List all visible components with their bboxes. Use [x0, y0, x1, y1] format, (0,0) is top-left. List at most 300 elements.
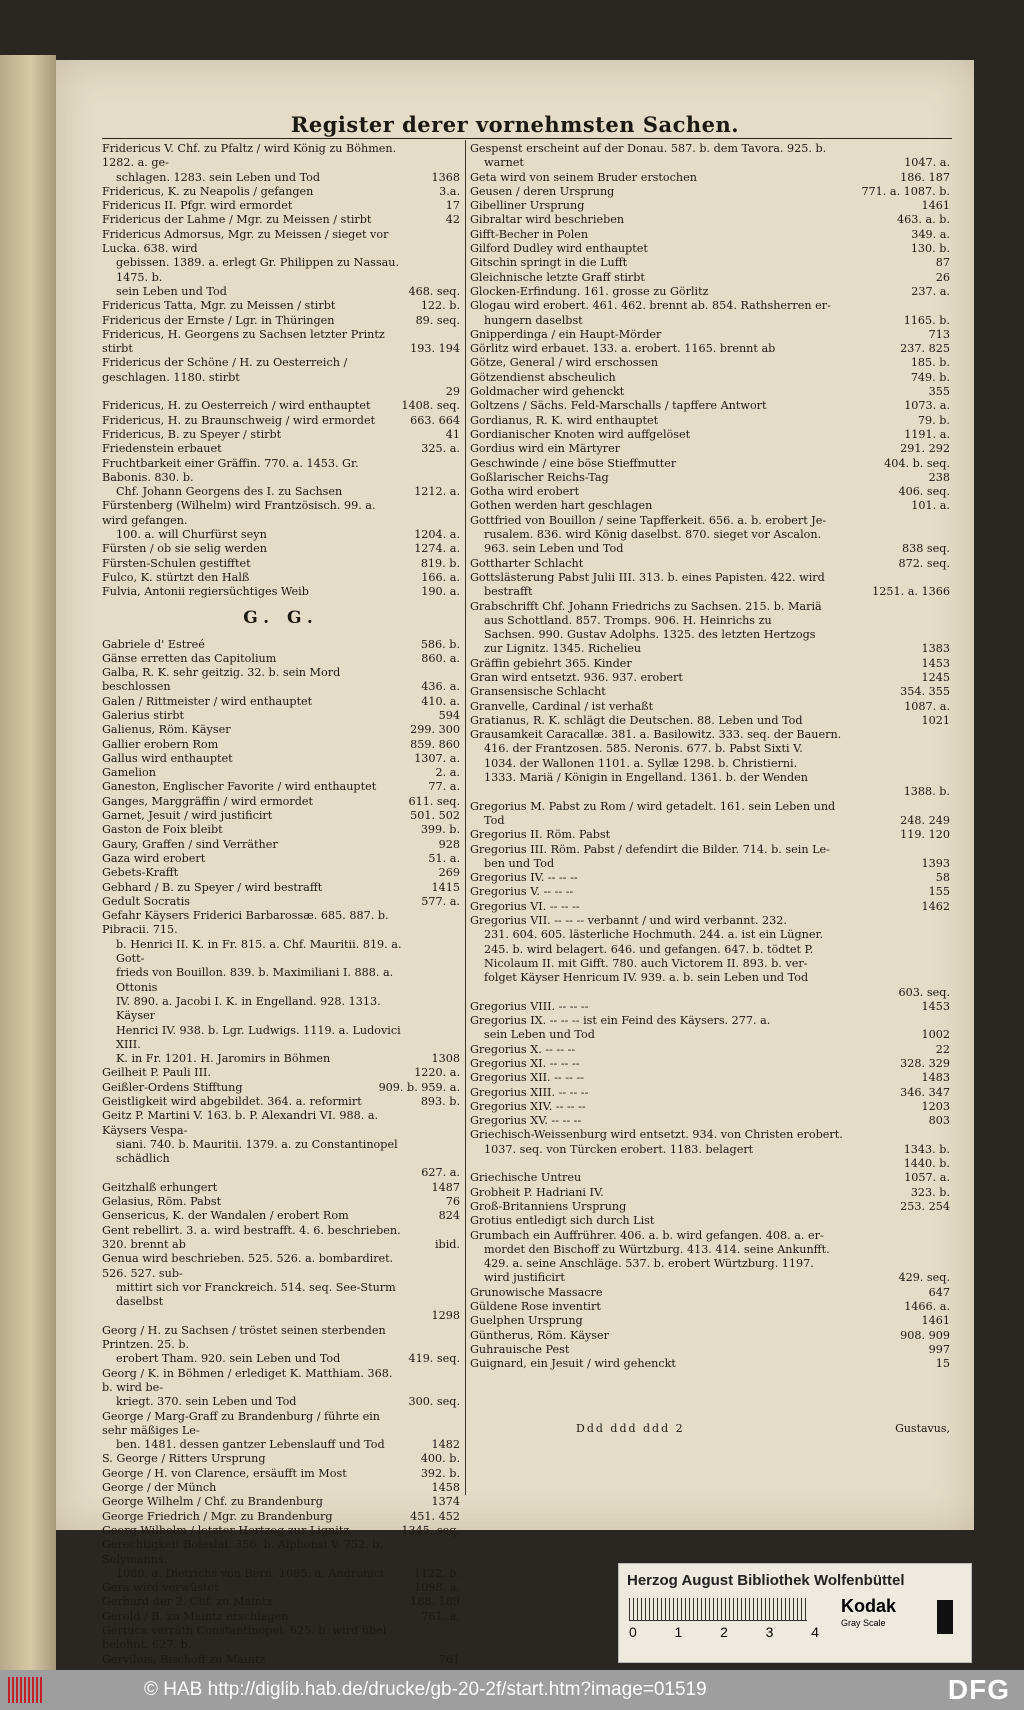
- entry-page-ref: 1388. b.: [903, 785, 950, 799]
- entry-page-ref: 1307. a.: [414, 751, 460, 765]
- entry-page-ref: 819. b.: [420, 556, 460, 570]
- entry-page-ref: 1274. a.: [414, 542, 460, 556]
- index-entry: [470, 900, 950, 914]
- entry-page-ref: 1461: [921, 1314, 950, 1328]
- index-entry: [470, 1128, 950, 1157]
- entry-page-ref: 253. 254: [900, 1199, 950, 1213]
- entry-page-ref: 76: [445, 1195, 460, 1209]
- index-entry: [470, 757, 950, 771]
- index-entry: [102, 1081, 460, 1095]
- entry-text: Geta wird von seinem Bruder erstochen: [470, 170, 697, 184]
- entry-text: Görlitz wird erbauet. 133. a. erobert. 1165. brennt ab: [470, 342, 776, 356]
- index-entry: [102, 1467, 460, 1481]
- page-title: Register derer vornehmsten Sachen.: [290, 112, 740, 137]
- entry-page-ref: 1047. a.: [904, 156, 950, 170]
- index-entry: [102, 795, 460, 809]
- index-entry: [470, 914, 950, 943]
- entry-text: Geusen / deren Ursprung: [470, 184, 615, 198]
- index-entry: [470, 471, 950, 485]
- entry-text: Gnipperdinga / ein Haupt-Mörder: [470, 327, 662, 341]
- entry-page-ref: 354. 355: [900, 685, 950, 699]
- entry-text: Gabriele d' Estreé: [102, 637, 205, 651]
- entry-continuation: rusalem. 836. wird König daselbst. 870. sieget vor Ascalon.: [484, 528, 822, 542]
- entry-page-ref: 399. b.: [420, 823, 460, 837]
- index-entry: [470, 356, 950, 370]
- entry-continuation: Henrici IV. 938. b. Lgr. Ludwigs. 1119. a. Ludovici XIII.: [116, 1023, 401, 1051]
- entry-text: Gifft-Becher in Polen: [470, 227, 589, 241]
- entry-text: Gotha wird erobert: [470, 485, 580, 499]
- entry-continuation: hungern daselbst: [484, 313, 583, 327]
- entry-text: Gertuca verräth Constantinopel. 625. b. wird übel belohnt. 627. b.: [102, 1623, 387, 1652]
- entry-page-ref: 238: [928, 470, 950, 484]
- entry-continuation: b. Henrici II. K. in Fr. 815. a. Chf. Mauritii. 819. a. Gott-: [116, 937, 402, 966]
- index-entry: [470, 499, 950, 513]
- index-entry: [470, 414, 950, 428]
- entry-page-ref: 429. seq.: [898, 1271, 950, 1285]
- entry-page-ref: 410. a.: [421, 694, 460, 708]
- entry-page-ref: 419. seq.: [408, 1352, 460, 1366]
- index-entry: [470, 385, 950, 399]
- entry-text: George / der Münch: [102, 1481, 217, 1495]
- entry-page-ref: 185. b.: [910, 356, 950, 370]
- index-entry: [102, 1109, 460, 1166]
- entry-text: Gordianus, R. K. wird enthauptet: [470, 413, 659, 427]
- index-entry: [102, 838, 460, 852]
- index-entry: [470, 428, 950, 442]
- index-entry: [470, 728, 950, 757]
- entry-text: Groß-Britanniens Ursprung: [470, 1199, 627, 1213]
- entry-continuation: 1080. a. Dietrichs von Bern. 1085. a. Andronici: [116, 1566, 384, 1580]
- index-entry: [470, 600, 950, 629]
- entry-continuation: 245. b. wird belagert. 646. und gefangen. 647. b. tödtet P.: [484, 942, 814, 956]
- index-entry: [102, 666, 460, 695]
- entry-page-ref: 300. seq.: [408, 1395, 460, 1409]
- entry-text: Gilford Dudley wird enthauptet: [470, 242, 648, 256]
- entry-page-ref: 859. 860: [410, 737, 460, 751]
- entry-continuation: Chf. Johann Georgens des I. zu Sachsen: [116, 485, 343, 499]
- scale-number: 1: [674, 1624, 683, 1640]
- index-entry: [470, 228, 950, 242]
- entry-page-ref: 1440. b.: [903, 1157, 950, 1171]
- index-entry: [102, 356, 460, 385]
- signature-mark: Ddd ddd ddd 2: [576, 1422, 685, 1435]
- entry-page-ref: 468. seq.: [408, 284, 460, 298]
- entry-page-ref: 1453: [921, 656, 950, 670]
- index-entry: [470, 885, 950, 899]
- previous-page-edge: [0, 55, 56, 1670]
- entry-text: Grausamkeit Caracallæ. 381. a. Basilowitz. 333. seq. der Bauern.: [470, 728, 842, 742]
- entry-page-ref: 909. b. 959. a.: [378, 1080, 460, 1094]
- entry-continuation: Sachsen. 990. Gustav Adolphs. 1325. des letzten Hertzogs: [484, 628, 816, 642]
- entry-text: Gerhard der 2. Chf. zu Maintz: [102, 1595, 273, 1609]
- index-entry: [470, 642, 950, 656]
- index-entry: [102, 314, 460, 328]
- entry-text: Gregorius XIV. -- -- --: [470, 1099, 586, 1113]
- entry-text: Gratianus, R. K. schlägt die Deutschen. 88. Leben und Tod: [470, 713, 803, 727]
- entry-text: Gaza wird erobert: [102, 851, 206, 865]
- entry-page-ref: 1374: [431, 1495, 460, 1509]
- entry-text: Gregorius XII. -- -- --: [470, 1071, 584, 1085]
- entry-text: Goldmacher wird gehenckt: [470, 385, 625, 399]
- index-entry: [102, 1367, 460, 1410]
- entry-page-ref: 17: [445, 199, 460, 213]
- entry-continuation: 1037. seq. von Türcken erobert. 1183. belagert: [484, 1142, 754, 1156]
- entry-text: Ganges, Marggräffin / wird ermordet: [102, 794, 314, 808]
- entry-page-ref: 928: [438, 837, 460, 851]
- entry-text: Griechisch-Weissenburg wird entsetzt. 934. von Christen erobert.: [470, 1128, 843, 1142]
- dfg-logo: DFG: [947, 1674, 1010, 1705]
- index-entry: [470, 771, 950, 785]
- index-entry: [102, 428, 460, 442]
- entry-text: Fürsten / ob sie selig werden: [102, 542, 267, 556]
- entry-text: Gibelliner Ursprung: [470, 199, 585, 213]
- entry-page-ref: 1212. a.: [414, 485, 460, 499]
- entry-page-ref: 603. seq.: [898, 985, 950, 999]
- entry-continuation: wird justificirt: [484, 1271, 565, 1285]
- entry-continuation: 231. 604. 605. lästerliche Hochmuth. 244. a. ist ein Lügner.: [484, 928, 824, 942]
- entry-page-ref: 188. 189: [410, 1595, 460, 1609]
- entry-text: Gitschin springt in die Lufft: [470, 256, 628, 270]
- entry-text: Gordius wird ein Märtyrer: [470, 442, 621, 456]
- entry-page-ref: 41: [445, 427, 460, 441]
- entry-page-ref: 838 seq.: [902, 542, 950, 556]
- index-entry: [470, 342, 950, 356]
- entry-text: Gera wird verwüstet: [102, 1581, 219, 1595]
- entry-continuation: kriegt. 370. sein Leben und Tod: [116, 1395, 297, 1409]
- entry-text: Götzendienst abscheulich: [470, 370, 616, 384]
- index-entry: [470, 685, 950, 699]
- entry-continuation: 1034. der Wallonen 1101. a. Syllæ 1298. b. Christierni.: [484, 756, 798, 770]
- entry-text: Glocken-Erfindung. 161. grosse zu Görlitz: [470, 284, 709, 298]
- entry-text: Grotius entledigt sich durch List: [470, 1214, 655, 1228]
- index-entry: [102, 1410, 460, 1453]
- entry-text: Fridericus, B. zu Speyer / stirbt: [102, 427, 282, 441]
- entry-text: Gregorius VIII. -- -- --: [470, 999, 589, 1013]
- entry-text: Gregorius IX. -- -- -- ist ein Feind des Käysers. 277. a.: [470, 1014, 771, 1028]
- index-entry: [470, 557, 950, 571]
- entry-page-ref: 1165. b.: [903, 313, 950, 327]
- entry-text: Galba, R. K. sehr geitzig. 32. b. sein Mord beschlossen: [102, 666, 341, 694]
- index-entry: [102, 1495, 460, 1509]
- index-entry: [102, 299, 460, 313]
- index-entry: [470, 628, 950, 642]
- index-entry: [102, 652, 460, 666]
- entry-text: Goltzens / Sächs. Feld-Marschalls / tapffere Antwort: [470, 399, 767, 413]
- entry-page-ref: 58: [935, 871, 950, 885]
- index-entry: [102, 1166, 460, 1180]
- entry-text: Griechische Untreu: [470, 1171, 582, 1185]
- entry-text: Fürstenberg (Wilhelm) wird Frantzösisch. 99. a. wird gefangen.: [102, 499, 376, 527]
- index-entry: [102, 1024, 460, 1053]
- entry-continuation: aus Schottland. 857. Tromps. 906. H. Heinrichs zu: [484, 613, 772, 627]
- entry-page-ref: 611. seq.: [408, 794, 460, 808]
- index-entry: [102, 185, 460, 199]
- entry-continuation: K. in Fr. 1201. H. Jaromirs in Böhmen: [116, 1052, 331, 1066]
- entry-continuation: IV. 890. a. Jacobi I. K. in Engelland. 928. 1313. Käyser: [116, 994, 381, 1023]
- index-entry: [470, 971, 950, 985]
- entry-page-ref: 406. seq.: [898, 485, 950, 499]
- entry-text: Gamelion: [102, 766, 156, 780]
- index-entry: [470, 671, 950, 685]
- entry-text: Friedenstein erbauet: [102, 442, 222, 456]
- index-entry: [102, 399, 460, 413]
- entry-page-ref: 325. a.: [421, 442, 460, 456]
- index-entry: [470, 514, 950, 543]
- entry-page-ref: ibid.: [434, 1237, 460, 1251]
- index-entry: [470, 1343, 950, 1357]
- kodak-label: Kodak: [841, 1596, 897, 1616]
- index-entry: [102, 766, 460, 780]
- entry-text: Ganeston, Englischer Favorite / wird enthauptet: [102, 780, 377, 794]
- entry-text: Georg Wilhelm / letzter Hertzog zur Lignitz: [102, 1523, 350, 1537]
- entry-page-ref: 1462: [921, 899, 950, 913]
- entry-text: Güntherus, Röm. Käyser: [470, 1328, 610, 1342]
- permalink-link[interactable]: © HAB http://diglib.hab.de/drucke/gb-20-2f/start.htm?image=01519: [144, 1679, 707, 1700]
- index-entry: [102, 995, 460, 1024]
- entry-text: Gelasius, Röm. Pabst: [102, 1195, 222, 1209]
- entry-page-ref: 761. a.: [421, 1609, 460, 1623]
- index-entry: [470, 1171, 950, 1185]
- entry-text: Georg / H. zu Sachsen / tröstet seinen sterbenden Printzen. 25. b.: [102, 1323, 386, 1352]
- entry-page-ref: 1408. seq.: [401, 399, 460, 413]
- index-entry: [470, 657, 950, 671]
- entry-continuation: mittirt sich vor Franckreich. 514. seq. See-Sturm daselbst: [116, 1280, 396, 1309]
- entry-text: Götze, General / wird erschossen: [470, 356, 659, 370]
- index-entry: [470, 1014, 950, 1043]
- entry-text: Gerold / B. zu Maintz erschlagen: [102, 1609, 289, 1623]
- index-entry: [470, 1257, 950, 1271]
- entry-page-ref: 237. a.: [911, 284, 950, 298]
- index-entry: [102, 1095, 460, 1109]
- entry-text: George / H. von Clarence, ersäufft im Most: [102, 1466, 347, 1480]
- index-entry: [102, 852, 460, 866]
- index-entry: [102, 1309, 460, 1323]
- entry-page-ref: 101. a.: [911, 499, 950, 513]
- library-name: Herzog August Bibliothek Wolfenbüttel: [627, 1572, 905, 1589]
- entry-text: Geißler-Ordens Stifftung: [102, 1080, 243, 1094]
- entry-page-ref: 997: [928, 1342, 950, 1356]
- index-entry: [470, 1271, 950, 1285]
- entry-page-ref: 663. 664: [410, 413, 460, 427]
- scale-number: 2: [720, 1624, 728, 1640]
- entry-page-ref: 1308: [431, 1052, 460, 1066]
- entry-continuation: Tod: [484, 813, 505, 827]
- index-entry: [102, 1224, 460, 1253]
- entry-page-ref: 1098. a.: [414, 1581, 460, 1595]
- index-entry: [470, 1300, 950, 1314]
- index-entry: [470, 1071, 950, 1085]
- index-entry: [102, 1066, 460, 1080]
- entry-page-ref: 29: [445, 385, 460, 399]
- index-entry: [470, 242, 950, 256]
- entry-text: Gensericus, K. der Wandalen / erobert Rom: [102, 1209, 349, 1223]
- entry-text: Glogau wird erobert. 461. 462. brennt ab. 854. Rathsherren er-: [470, 299, 831, 313]
- entry-page-ref: 627. a.: [421, 1166, 460, 1180]
- entry-page-ref: 193. 194: [410, 342, 460, 356]
- entry-continuation: ben. 1481. dessen gantzer Lebenslauff und Tod: [116, 1438, 385, 1452]
- index-entry: [470, 1329, 950, 1343]
- index-entry: [102, 780, 460, 794]
- entry-text: Gregorius XIII. -- -- --: [470, 1085, 589, 1099]
- index-entry: [102, 881, 460, 895]
- entry-text: Fridericus, K. zu Neapolis / gefangen: [102, 184, 314, 198]
- entry-page-ref: 1393: [921, 856, 950, 870]
- entry-page-ref: 1368: [431, 170, 460, 184]
- index-entry: [102, 213, 460, 227]
- index-entry: [102, 1624, 460, 1653]
- index-entry: [102, 1581, 460, 1595]
- viewer-footer: [0, 1670, 1024, 1710]
- entry-continuation: warnet: [484, 156, 524, 170]
- entry-page-ref: 119. 120: [900, 828, 950, 842]
- entry-text: Gottharter Schlacht: [470, 556, 584, 570]
- entry-page-ref: 400. b.: [420, 1452, 460, 1466]
- entry-page-ref: 1298: [431, 1309, 460, 1323]
- index-entry: [102, 723, 460, 737]
- index-entry: [102, 1595, 460, 1609]
- index-entry: [470, 171, 950, 185]
- entry-text: Gespenst erscheint auf der Donau. 587. b. dem Tavora. 925. b.: [470, 142, 827, 155]
- entry-text: Gregorius X. -- -- --: [470, 1042, 576, 1056]
- index-entry: [102, 866, 460, 880]
- index-entry: [470, 1157, 950, 1171]
- entry-text: Gaston de Foix bleibt: [102, 823, 223, 837]
- entry-page-ref: 349. a.: [911, 227, 950, 241]
- entry-text: Gallus wird enthauptet: [102, 751, 233, 765]
- index-entry: [102, 1324, 460, 1367]
- index-entry: [102, 228, 460, 285]
- entry-text: Fridericus der Lahme / Mgr. zu Meissen / stirbt: [102, 213, 372, 227]
- index-entry: [102, 1610, 460, 1624]
- entry-text: Galerius stirbt: [102, 708, 185, 722]
- index-entry: [102, 199, 460, 213]
- entry-text: Guelphen Ursprung: [470, 1314, 583, 1328]
- gray-scale-label: Gray Scale: [841, 1618, 886, 1628]
- entry-continuation: bestrafft: [484, 585, 533, 599]
- index-entry: [470, 371, 950, 385]
- entry-text: Gregorius VII. -- -- -- verbannt / und wird verbannt. 232.: [470, 914, 787, 928]
- index-entry: [470, 1043, 950, 1057]
- entry-text: Geschwinde / eine böse Stieffmutter: [470, 456, 677, 470]
- entry-continuation: frieds von Bouillon. 839. b. Maximiliani I. 888. a. Ottonis: [116, 966, 394, 994]
- entry-page-ref: 908. 909: [900, 1328, 950, 1342]
- index-entry: [470, 1186, 950, 1200]
- index-entry: [102, 638, 460, 652]
- index-entry: [470, 986, 950, 1000]
- entry-page-ref: 1458: [431, 1481, 460, 1495]
- index-entry: [102, 1252, 460, 1309]
- index-entry: [102, 1481, 460, 1495]
- entry-text: Grumbach ein Auffrührer. 406. a. b. wird gefangen. 408. a. er-: [470, 1228, 824, 1242]
- entry-text: Gottfried von Bouillon / seine Tapfferkeit. 656. a. b. erobert Je-: [470, 513, 827, 527]
- entry-text: Fulco, K. stürtzt den Halß: [102, 570, 250, 584]
- index-entry: [470, 1357, 950, 1371]
- entry-page-ref: 51. a.: [428, 851, 460, 865]
- entry-text: Gottslästerung Pabst Julii III. 313. b. eines Papisten. 422. wird: [470, 570, 825, 584]
- index-entry: [470, 1000, 950, 1014]
- entry-text: Gregorius V. -- -- --: [470, 885, 574, 899]
- entry-page-ref: 15: [935, 1357, 950, 1371]
- entry-text: Granvelle, Cardinal / ist verhaßt: [470, 699, 654, 713]
- entry-page-ref: 577. a.: [421, 894, 460, 908]
- index-entry: [102, 328, 460, 357]
- entry-page-ref: 42: [445, 213, 460, 227]
- index-entry: [470, 714, 950, 728]
- index-entry: [102, 1524, 460, 1538]
- scale-number: 0: [629, 1624, 637, 1640]
- entry-text: Grunowische Massacre: [470, 1285, 603, 1299]
- entry-continuation: mordet den Bischoff zu Würtzburg. 413. 414. seine Ankunfft.: [484, 1242, 830, 1256]
- index-entry: [470, 1114, 950, 1128]
- right-column: [470, 142, 950, 1372]
- entry-text: Fridericus V. Chf. zu Pfaltz / wird König zu Böhmen. 1282. a. ge-: [102, 142, 397, 170]
- index-entry: [470, 800, 950, 829]
- index-entry: [470, 1314, 950, 1328]
- entry-page-ref: 1057. a.: [904, 1171, 950, 1185]
- entry-text: Gallier erobern Rom: [102, 737, 219, 751]
- entry-text: Gebets-Krafft: [102, 866, 179, 880]
- entry-text: Fruchtbarkeit einer Gräffin. 770. a. 1453. Gr. Babonis. 830. b.: [102, 456, 359, 484]
- entry-text: Geilheit P. Pauli III.: [102, 1066, 211, 1080]
- column-separator: [465, 140, 466, 1495]
- index-entry: [102, 285, 460, 299]
- entry-page-ref: 299. 300: [410, 723, 460, 737]
- entry-text: Genua wird beschrieben. 525. 526. a. bombardiret. 526. 527. sub-: [102, 1252, 394, 1280]
- entry-page-ref: 463. a. b.: [897, 213, 950, 227]
- entry-continuation: 429. a. seine Anschläge. 537. b. erobert Würtzburg. 1197.: [484, 1257, 814, 1271]
- entry-text: Gleichnische letzte Graff stirbt: [470, 270, 645, 284]
- entry-text: Fridericus II. Pfgr. wird ermordet: [102, 199, 293, 213]
- index-entry: [470, 943, 950, 957]
- entry-page-ref: 771. a. 1087. b.: [861, 184, 950, 198]
- entry-text: Gebhard / B. zu Speyer / wird bestrafft: [102, 880, 323, 894]
- index-entry: [102, 442, 460, 456]
- entry-text: Geitzhalß erhungert: [102, 1180, 218, 1194]
- entry-page-ref: 79. b.: [917, 413, 950, 427]
- catchword: Gustavus,: [895, 1422, 950, 1435]
- index-entry: [102, 414, 460, 428]
- entry-page-ref: 122. b.: [420, 299, 460, 313]
- entry-continuation: erobert Tham. 920. sein Leben und Tod: [116, 1352, 341, 1366]
- entry-text: Gregorius XI. -- -- --: [470, 1057, 580, 1070]
- entry-page-ref: 501. 502: [410, 809, 460, 823]
- entry-continuation: gebissen. 1389. a. erlegt Gr. Philippen zu Nassau. 1475. b.: [116, 256, 400, 284]
- index-entry: [102, 1538, 460, 1581]
- index-entry: [102, 1452, 460, 1466]
- entry-page-ref: 761: [438, 1652, 460, 1666]
- index-entry: [470, 1086, 950, 1100]
- entry-text: George Friedrich / Mgr. zu Brandenburg: [102, 1509, 333, 1523]
- entry-page-ref: 860. a.: [421, 651, 460, 665]
- library-scale-badge: [618, 1563, 972, 1663]
- entry-page-ref: 328. 329: [900, 1057, 950, 1070]
- entry-page-ref: 872. seq.: [898, 556, 950, 570]
- entry-text: Georg / K. in Böhmen / erlediget K. Matthiam. 368. b. wird be-: [102, 1366, 393, 1394]
- entry-text: Garnet, Jesuit / wird justificirt: [102, 809, 273, 823]
- index-entry: [102, 571, 460, 585]
- entry-text: Gibraltar wird beschrieben: [470, 213, 625, 227]
- entry-continuation: sein Leben und Tod: [116, 284, 227, 298]
- entry-page-ref: 186. 187: [900, 170, 950, 184]
- entry-page-ref: 824: [438, 1209, 460, 1223]
- entry-page-ref: 346. 347: [900, 1085, 950, 1099]
- entry-text: Gransensische Schlacht: [470, 685, 606, 699]
- measure-scale-icon: [629, 1598, 807, 1621]
- entry-page-ref: 89. seq.: [415, 313, 460, 327]
- entry-continuation: zur Lignitz. 1345. Richelieu: [484, 642, 642, 656]
- entry-text: Gregorius IV. -- -- --: [470, 871, 578, 885]
- index-entry: [470, 442, 950, 456]
